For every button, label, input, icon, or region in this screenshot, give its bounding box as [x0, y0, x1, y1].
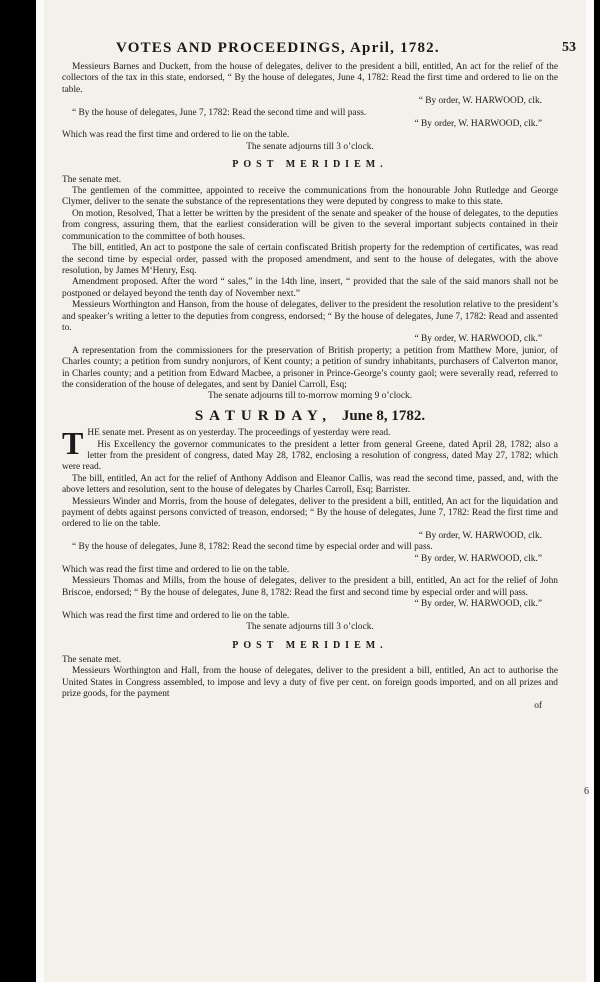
paragraph: Messieurs Worthington and Hall, from the house of delegates, deliver to the president a bill, entitled, An act to authorise the United States in Congress assembled, to impose and levy a duty of five per cent. on foreign goods imported, and on all prizes and prize goods, for the payment [62, 666, 558, 700]
paragraph: The gentlemen of the committee, appointed to receive the communications from the honourable John Rutledge and George Clymer, deliver to the senate the substance of the representations they were deputed by congress to make to this state. [62, 186, 558, 208]
senate-met-line: The senate met. [62, 654, 122, 665]
senate-met-line: The senate met. [62, 174, 122, 185]
paragraph: Messieurs Thomas and Mills, from the house of delegates, deliver to the president a bill, entitled, An act for the relief of John Briscoe, endorsed; “ By the house of delegates, June 8, 1782: Read the first and second time by especial order and will pass. [62, 576, 558, 598]
signature-line: “ By order, W. HARWOOD, clk. [418, 530, 542, 541]
paragraph: Messieurs Worthington and Hanson, from the house of delegates, deliver to the president the resolution relative to the president’s and speaker’s writing a letter to the deputies from congress, endorsed; “ By the house of delegates, June 7, 1782: Read and assented to. [62, 300, 558, 333]
paragraph: “ By the house of delegates, June 7, 1782: Read the second time and will pass. [72, 107, 367, 118]
section-heading-post-meridiem: POST MERIDIEM. [232, 159, 388, 171]
paragraph: Amendment proposed. After the word “ sales,” in the 14th line, insert, “ provided that the sale of the said manors shall not be postponed or delayed beyond the tenth day of November next.” [62, 277, 558, 299]
date-rest: June 8, 1782. [341, 407, 426, 424]
document-page [44, 0, 589, 982]
paragraph: Which was read the first time and ordered to lie on the table. [62, 565, 290, 576]
paragraph: On motion, Resolved, That a letter be written by the president of the senate and speaker of the house of delegates, to the deputies from congress, assuring them, that the earliest consideration will be given to the several important subjects contained in their communication to the committee of both houses. [62, 208, 558, 242]
adjournment-line: The senate adjourns till to-morrow morning 9 o’clock. [207, 391, 413, 402]
paragraph: The bill, entitled, An act for the relief of Anthony Addison and Eleanor Callis, was read the second time, passed, and, with the above letters and resolution, sent to the house of delegates by Charles Carroll, Esq; Barrister. [62, 473, 558, 496]
paragraph: His Excellency the governor communicates to the president a letter from general Greene, dated April 28, 1782; also a letter from the president of congress, dated May 28, 1782, enclosing a resolution of congress, dated May 27, 1782; which were read. [62, 439, 558, 473]
signature-line: “ By order, W. HARWOOD, clk.” [414, 334, 542, 345]
paragraph: Which was read the first time and ordered to lie on the table. [62, 130, 290, 141]
paragraph-text: HE senate met. Present as on yesterday. The proceedings of yesterday were read. [87, 428, 391, 439]
signature-line: “ By order, W. HARWOOD, clk. [418, 96, 542, 107]
page-number: 53 [562, 40, 576, 55]
paragraph: The bill, entitled, An act to postpone the sale of certain confiscated British property for the redemption of certificates, was read the second time by especial order, passed with the proposed amendment, and sent to the house of delegates, with the above resolution, by James M‘Henry, Esq. [62, 243, 558, 276]
running-header: VOTES AND PROCEEDINGS, April, 1782. [116, 40, 440, 56]
paragraph: “ By the house of delegates, June 8, 1782: Read the second time by especial order and will pass. [72, 542, 433, 553]
date-heading [62, 407, 558, 424]
date-day: SATURDAY, [194, 407, 333, 424]
drop-cap: T [62, 425, 84, 462]
paragraph: Messieurs Barnes and Duckett, from the house of delegates, deliver to the president a bill, entitled, An act for the relief of the collectors of the tax in this state, endorsed, “ By the house of delegates, June 4, 1782: Read the first time and ordered to lie on the table. [62, 62, 558, 95]
signature-line: “ By order, W. HARWOOD, clk.” [414, 553, 542, 564]
section-heading-post-meridiem: POST MERIDIEM. [232, 639, 388, 651]
signature-line: “ By order, W. HARWOOD, clk.” [414, 599, 542, 610]
signature-line: “ By order, W. HARWOOD, clk.” [414, 119, 542, 130]
adjournment-line: The senate adjourns till 3 o’clock. [246, 141, 374, 152]
paragraph: Which was read the first time and ordered to lie on the table. [62, 610, 290, 621]
paragraph: A representation from the commissioners for the preservation of British property; a petition from Matthew More, junior, of Charles county; a petition from sundry nonjurors, of Kent county; a petition of sundry inhabitants, purchasers of Calverton manor, in Charles county; and a petition from Edward Macbee, a prisoner in Prince-George’s county gaol; were severally read, referred to the consideration of the house of delegates, and sent by Daniel Carroll, Esq; [62, 345, 558, 390]
adjournment-line: The senate adjourns till 3 o’clock. [246, 622, 374, 633]
page-edge-right [586, 0, 594, 982]
margin-mark: 6 [584, 786, 589, 797]
paragraph: Messieurs Winder and Morris, from the house of delegates, deliver to the president a bill, entitled, An act for the liquidation and payment of debts against persons convicted of treason, endorsed; “ By the house of delegates, June 7, 1782: Read the first time and ordered to lie on the table. [62, 496, 558, 530]
catchword: of [534, 700, 542, 711]
page-body [62, 62, 558, 712]
page-edge-left [36, 0, 44, 982]
